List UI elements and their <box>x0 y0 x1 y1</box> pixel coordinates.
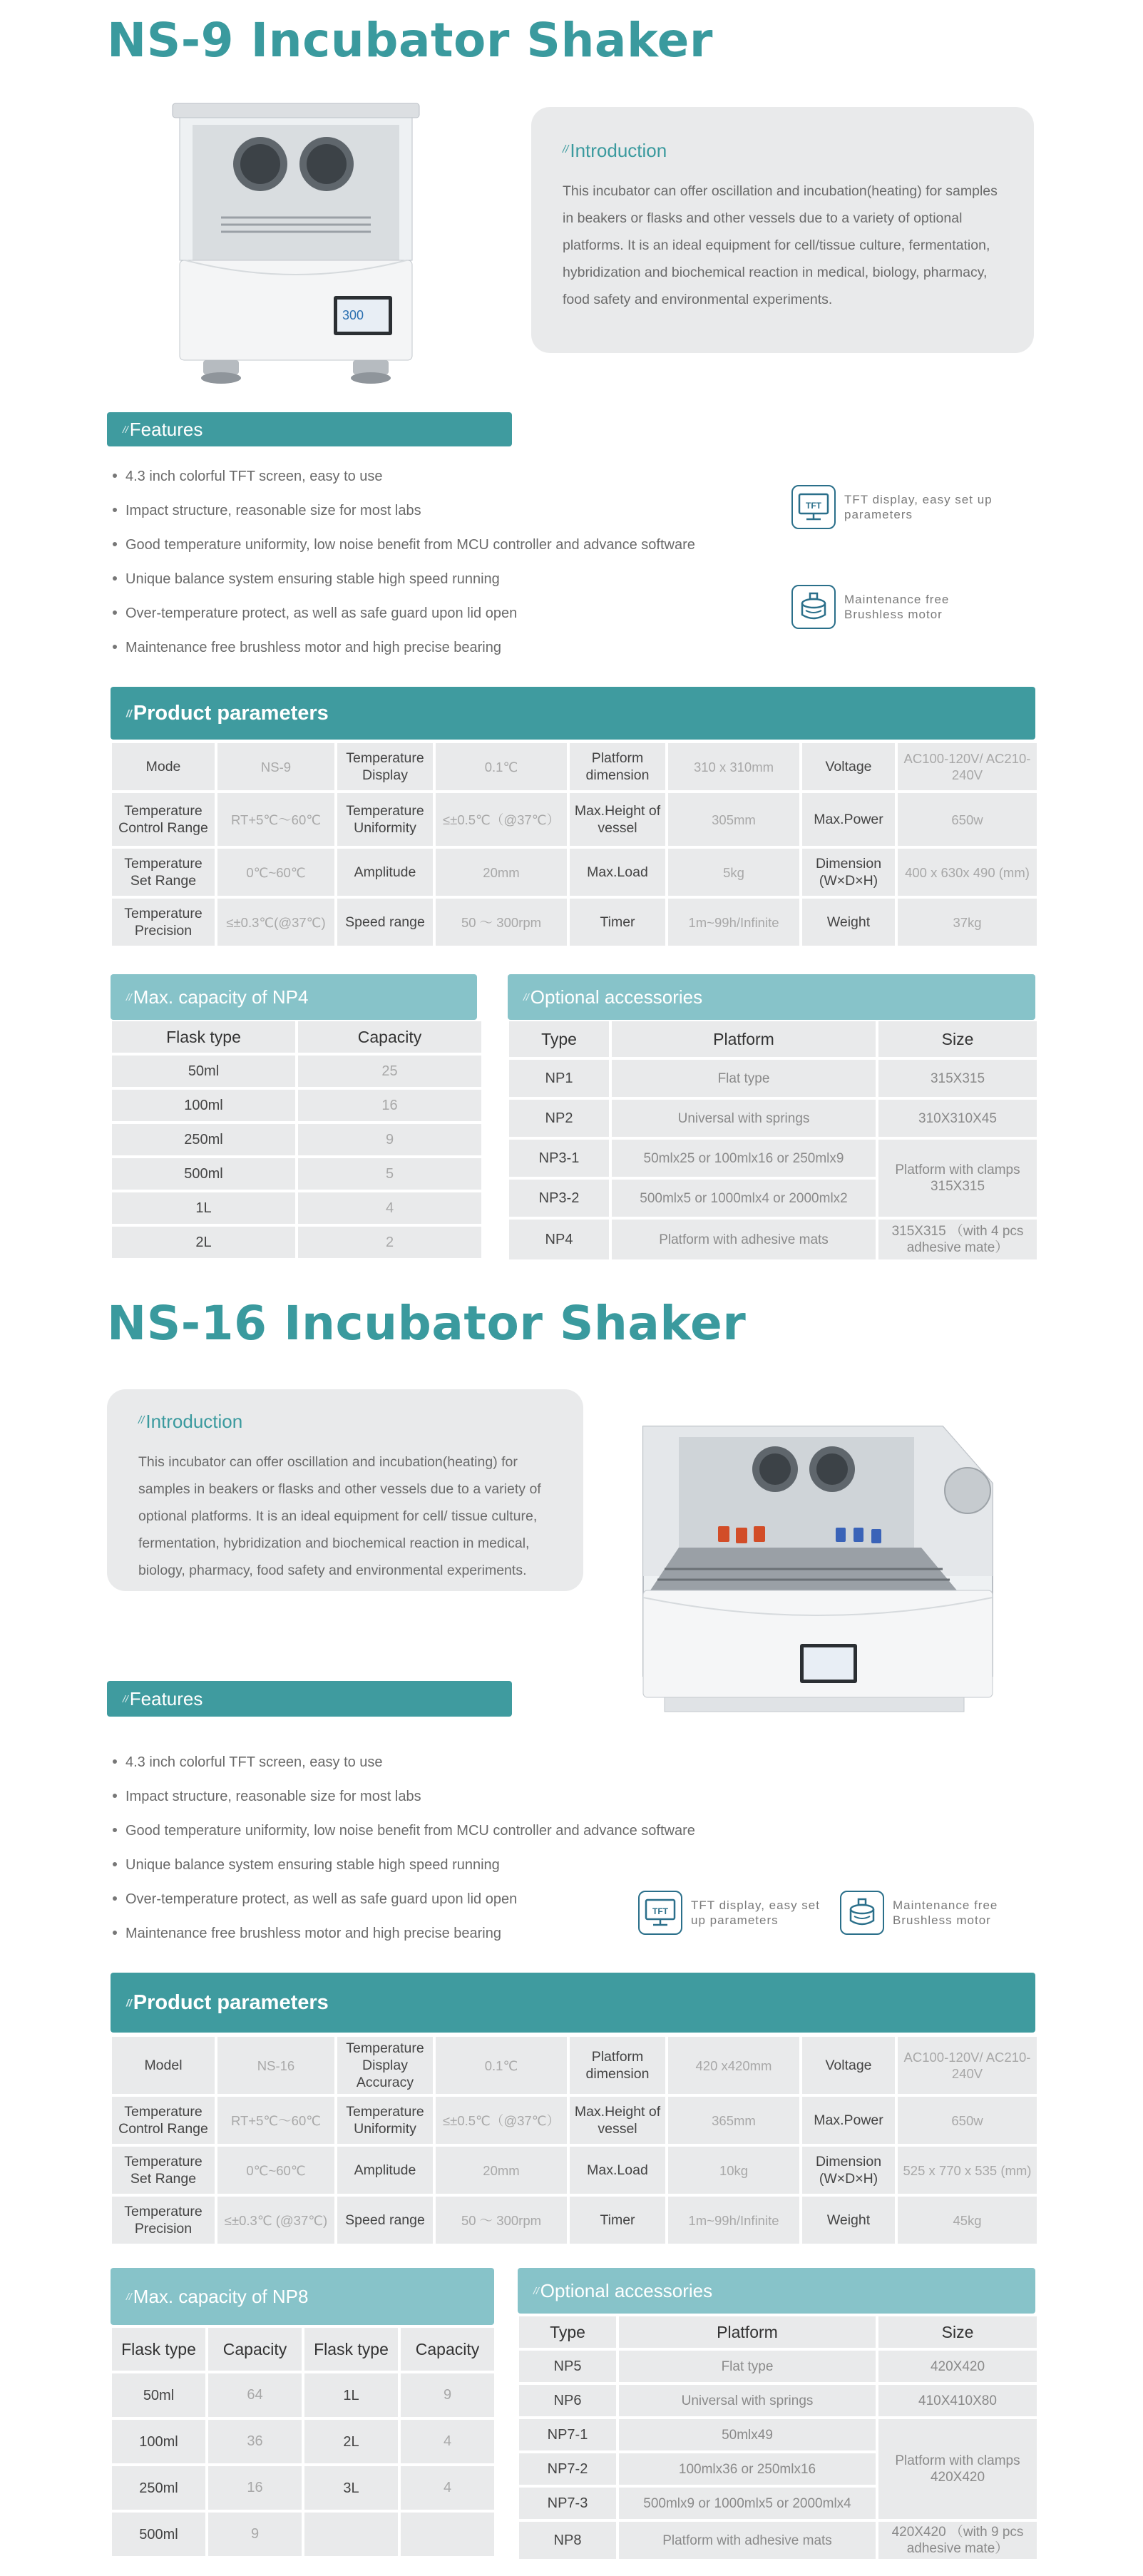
table-header-cell: Capacity <box>208 2328 302 2371</box>
table-cell: Max.Load <box>570 2147 665 2194</box>
table-cell: 315X315 <box>878 1060 1037 1097</box>
bullet-icon <box>113 645 117 649</box>
bullet-icon <box>113 576 117 581</box>
feature-item: Good temperature uniformity, low noise benefit from MCU controller and advance software <box>107 528 784 562</box>
table-cell: 0℃~60℃ <box>217 849 334 896</box>
table-cell: 100ml <box>112 2420 205 2463</box>
feature-item: 4.3 inch colorful TFT screen, easy to use <box>107 1745 784 1779</box>
motor-icon <box>791 585 836 629</box>
table-cell: Dimension (W×D×H) <box>802 849 895 896</box>
table-row <box>112 2037 1037 2094</box>
feature-item: Impact structure, reasonable size for most labs <box>107 1779 784 1814</box>
quote-mark-icon: // <box>126 2291 132 2302</box>
table-row <box>509 1060 1037 1097</box>
table-cell: Weight <box>802 899 895 946</box>
table-cell: 50ml <box>112 1056 295 1087</box>
table-header-cell: Platform <box>619 2316 876 2348</box>
ns9-capacity-table <box>109 1018 484 1261</box>
table-row <box>509 1220 1037 1259</box>
ns9-params-bar: // Product parameters <box>111 687 1035 740</box>
table-row <box>112 2197 1037 2244</box>
table-cell: Amplitude <box>337 2147 433 2194</box>
table-cell: ≤±0.5℃（@37℃） <box>436 793 567 846</box>
table-cell: 50ml <box>112 2373 205 2417</box>
table-cell: Max.Load <box>570 849 665 896</box>
table-row <box>112 1056 481 1087</box>
table-cell: NP1 <box>509 1060 609 1097</box>
table-cell: Speed range <box>337 899 433 946</box>
table-cell: 400 x 630x 490 (mm) <box>898 849 1037 896</box>
table-cell: AC100-120V/ AC210-240V <box>898 743 1037 790</box>
table-cell: 4 <box>401 2420 494 2463</box>
table-cell: 0.1℃ <box>436 2037 567 2094</box>
table-cell: 500mlx5 or 1000mlx4 or 2000mlx2 <box>612 1180 876 1217</box>
table-cell: 0℃~60℃ <box>217 2147 334 2194</box>
table-cell: Temperature Control Range <box>112 2097 215 2144</box>
table-cell: 250ml <box>112 2466 205 2510</box>
table-cell: 305mm <box>668 793 799 846</box>
feature-item: Maintenance free brushless motor and high precise bearing <box>107 1916 784 1951</box>
table-cell: 2L <box>304 2420 398 2463</box>
table-cell: Voltage <box>802 743 895 790</box>
ns9-intro-heading: //Introduction <box>563 140 667 161</box>
table-row <box>112 1090 481 1121</box>
table-header-cell: Size <box>878 2316 1037 2348</box>
table-cell: Max.Power <box>802 2097 895 2144</box>
feature-item: 4.3 inch colorful TFT screen, easy to use <box>107 459 784 494</box>
ns16-tft-tag <box>638 1891 820 1935</box>
table-cell: Model <box>112 2037 215 2094</box>
table-cell: 5 <box>298 1158 481 1190</box>
table-cell: Temperature Set Range <box>112 849 215 896</box>
ns9-features-list <box>107 459 784 665</box>
table-cell: 2L <box>112 1227 295 1258</box>
feature-item: Unique balance system ensuring stable high speed running <box>107 1848 784 1882</box>
table-row <box>112 2513 494 2556</box>
ns16-motor-line2: Brushless motor <box>893 1913 991 1927</box>
table-cell: Temperature Control Range <box>112 793 215 846</box>
table-cell: 50 ～ 300rpm <box>436 2197 567 2244</box>
table-cell: 50mlx25 or 100mlx16 or 250mlx9 <box>612 1140 876 1177</box>
table-cell: Temperature Precision <box>112 899 215 946</box>
bullet-icon <box>113 1759 117 1764</box>
table-header-cell: Type <box>519 2316 616 2348</box>
ns16-product-image <box>622 1398 1007 1737</box>
table-header-cell: Capacity <box>298 1021 481 1053</box>
ns16-tft-line2: up parameters <box>691 1913 779 1927</box>
table-cell: 10kg <box>668 2147 799 2194</box>
table-cell: NP7-3 <box>519 2488 616 2519</box>
bullet-icon <box>113 542 117 546</box>
feature-item: Good temperature uniformity, low noise benefit from MCU controller and advance software <box>107 1814 784 1848</box>
table-header-cell: Flask type <box>112 2328 205 2371</box>
table-cell: 525 x 770 x 535 (mm) <box>898 2147 1037 2194</box>
table-cell: NP7-2 <box>519 2453 616 2485</box>
table-row <box>112 2097 1037 2144</box>
table-cell: Platform dimension <box>570 743 665 790</box>
table-row <box>519 2316 1037 2348</box>
table-cell: NP3-2 <box>509 1180 609 1217</box>
table-cell: NP8 <box>519 2522 616 2559</box>
ns9-tft-tag <box>791 485 993 529</box>
table-cell: 500ml <box>112 1158 295 1190</box>
quote-mark-icon: // <box>126 991 132 1003</box>
table-cell: 650w <box>898 2097 1037 2144</box>
ns9-intro-text: This incubator can offer oscillation and incubation(heating) for samples in beakers or flasks and other vessels due to a variety of optional platforms. It is an ideal equipment for cell/tissue culture, fermentation, hybridization and biochemical reaction in medical, biology, pharmacy, food safety and environmental experiments. <box>563 183 998 307</box>
table-row <box>112 2373 494 2417</box>
bullet-icon <box>113 1896 117 1901</box>
table-row <box>509 1140 1037 1177</box>
table-row <box>112 849 1037 896</box>
table-cell: NP3-1 <box>509 1140 609 1177</box>
table-row <box>112 2466 494 2510</box>
ns16-params-table <box>109 2034 1040 2247</box>
table-cell: 500mlx9 or 1000mlx5 or 2000mlx4 <box>619 2488 876 2519</box>
table-cell: RT+5℃～60℃ <box>217 2097 334 2144</box>
table-row <box>112 2420 494 2463</box>
table-cell: Platform with adhesive mats <box>612 1220 876 1259</box>
ns16-motor-tag <box>840 1891 998 1935</box>
table-cell: 50 ～ 300rpm <box>436 899 567 946</box>
quote-mark-icon: // <box>138 1414 145 1426</box>
table-cell: 500ml <box>112 2513 205 2556</box>
table-cell: 1L <box>304 2373 398 2417</box>
table-row <box>509 1100 1037 1137</box>
table-cell: Speed range <box>337 2197 433 2244</box>
table-cell: Platform with adhesive mats <box>619 2522 876 2559</box>
ns9-tft-line2: parameters <box>844 508 913 521</box>
ns16-params-bar: // Product parameters <box>111 1973 1035 2033</box>
quote-mark-icon: // <box>126 1997 132 2008</box>
ns9-accessories-table <box>506 1018 1040 1262</box>
table-header-cell: Flask type <box>304 2328 398 2371</box>
ns16-accessories-table <box>516 2314 1040 2562</box>
feature-item: Maintenance free brushless motor and high precise bearing <box>107 630 784 665</box>
quote-mark-icon: // <box>123 1693 128 1704</box>
table-row <box>112 899 1037 946</box>
ns9-motor-tag <box>791 585 949 629</box>
table-cell: Temperature Display <box>337 743 433 790</box>
table-cell: Temperature Set Range <box>112 2147 215 2194</box>
feature-item: Impact structure, reasonable size for most labs <box>107 494 784 528</box>
ns16-intro-heading: //Introduction <box>138 1411 243 1432</box>
table-row <box>112 2328 494 2371</box>
table-row <box>509 1021 1037 1057</box>
table-cell: 100mlx36 or 250mlx16 <box>619 2453 876 2485</box>
ns9-params-table <box>109 740 1040 949</box>
table-header-cell: Capacity <box>401 2328 494 2371</box>
bullet-icon <box>113 508 117 512</box>
ns9-motor-line1: Maintenance free <box>844 593 950 606</box>
table-cell: ≤±0.3℃ (@37℃) <box>217 2197 334 2244</box>
table-cell: 4 <box>298 1192 481 1224</box>
ns16-title: NS-16 Incubator Shaker <box>107 1296 747 1351</box>
ns16-intro-text: This incubator can offer oscillation and incubation(heating) for samples in beakers or flasks and other vessels due to a variety of optional platforms. It is an ideal equipment for cell/ tissue culture, fermentation, hybridization and biochemical reaction in medical, biology, pharmacy, food safety and environmental experiments. <box>138 1454 541 1578</box>
table-cell: NP4 <box>509 1220 609 1259</box>
table-row <box>519 2351 1037 2382</box>
table-cell: 420X420 （with 9 pcs adhesive mate） <box>878 2522 1037 2559</box>
quote-mark-icon: // <box>533 2285 539 2296</box>
quote-mark-icon: // <box>123 424 128 435</box>
table-cell: NP2 <box>509 1100 609 1137</box>
ns9-motor-line2: Brushless motor <box>844 608 943 621</box>
table-cell: 0.1℃ <box>436 743 567 790</box>
table-cell: 4 <box>401 2466 494 2510</box>
ns16-accessories-bar: // Optional accessories <box>518 2268 1035 2314</box>
table-cell <box>304 2513 398 2556</box>
table-cell: 45kg <box>898 2197 1037 2244</box>
svg-text:300: 300 <box>342 308 364 322</box>
table-cell: 650w <box>898 793 1037 846</box>
table-cell: Timer <box>570 2197 665 2244</box>
table-cell: 410X410X80 <box>878 2385 1037 2416</box>
table-cell: 20mm <box>436 2147 567 2194</box>
ns9-intro-box <box>531 107 1034 353</box>
table-cell: 9 <box>298 1124 481 1155</box>
table-cell: 16 <box>298 1090 481 1121</box>
table-cell: 36 <box>208 2420 302 2463</box>
table-cell: 250ml <box>112 1124 295 1155</box>
table-cell: Universal with springs <box>619 2385 876 2416</box>
ns9-title: NS-9 Incubator Shaker <box>107 13 713 68</box>
ns16-capacity-bar: // Max. capacity of NP8 <box>111 2268 494 2325</box>
table-cell: Platform with clamps 420X420 <box>878 2419 1037 2519</box>
bullet-icon <box>113 1862 117 1866</box>
table-cell: Voltage <box>802 2037 895 2094</box>
table-cell: Max.Height of vessel <box>570 793 665 846</box>
table-cell <box>401 2513 494 2556</box>
table-row <box>519 2522 1037 2559</box>
table-cell: 9 <box>401 2373 494 2417</box>
table-cell: ≤±0.3℃(@37℃) <box>217 899 334 946</box>
table-cell: Universal with springs <box>612 1100 876 1137</box>
ns9-product-image <box>164 96 428 396</box>
table-cell: 420 x420mm <box>668 2037 799 2094</box>
motor-icon <box>840 1891 884 1935</box>
table-cell: AC100-120V/ AC210-240V <box>898 2037 1037 2094</box>
table-cell: NP5 <box>519 2351 616 2382</box>
table-header-cell: Size <box>878 1021 1037 1057</box>
ns9-accessories-bar: // Optional accessories <box>508 974 1035 1020</box>
table-cell: 50mlx49 <box>619 2419 876 2450</box>
quote-mark-icon: // <box>523 991 529 1003</box>
table-cell: Flat type <box>612 1060 876 1097</box>
table-cell: 365mm <box>668 2097 799 2144</box>
table-cell: 1m~99h/Infinite <box>668 899 799 946</box>
ns9-features-bar: // Features <box>107 412 512 446</box>
table-cell: NP6 <box>519 2385 616 2416</box>
table-cell: Temperature Uniformity <box>337 793 433 846</box>
table-row <box>112 793 1037 846</box>
table-header-cell: Flask type <box>112 1021 295 1053</box>
monitor-icon <box>791 485 836 529</box>
bullet-icon <box>113 474 117 478</box>
table-cell: Temperature Precision <box>112 2197 215 2244</box>
table-cell: RT+5℃～60℃ <box>217 793 334 846</box>
monitor-icon <box>638 1891 682 1935</box>
quote-mark-icon: // <box>126 707 132 719</box>
bullet-icon <box>113 1828 117 1832</box>
table-cell: 100ml <box>112 1090 295 1121</box>
table-cell: 25 <box>298 1056 481 1087</box>
table-row <box>519 2419 1037 2450</box>
table-cell: Mode <box>112 743 215 790</box>
table-header-cell: Platform <box>612 1021 876 1057</box>
ns16-features-bar: // Features <box>107 1681 512 1717</box>
table-cell: 9 <box>208 2513 302 2556</box>
bullet-icon <box>113 1931 117 1935</box>
table-cell: ≤±0.5℃（@37℃） <box>436 2097 567 2144</box>
table-cell: NS-16 <box>217 2037 334 2094</box>
table-row <box>112 1021 481 1053</box>
table-cell: 1m~99h/Infinite <box>668 2197 799 2244</box>
table-cell: 310 x 310mm <box>668 743 799 790</box>
table-cell: Platform dimension <box>570 2037 665 2094</box>
table-cell: Max.Height of vessel <box>570 2097 665 2144</box>
table-cell: 315X315 （with 4 pcs adhesive mate） <box>878 1220 1037 1259</box>
feature-item: Over-temperature protect, as well as safe guard upon lid open <box>107 596 784 630</box>
table-row <box>112 1192 481 1224</box>
table-row <box>112 1227 481 1258</box>
table-cell: 5kg <box>668 849 799 896</box>
table-cell: 20mm <box>436 849 567 896</box>
table-cell: 3L <box>304 2466 398 2510</box>
ns16-capacity-table <box>109 2325 497 2559</box>
table-cell: Platform with clamps 315X315 <box>878 1140 1037 1217</box>
bullet-icon <box>113 610 117 615</box>
table-cell: 64 <box>208 2373 302 2417</box>
quote-mark-icon: // <box>563 143 569 155</box>
table-row <box>519 2385 1037 2416</box>
table-cell: 2 <box>298 1227 481 1258</box>
ns16-motor-line1: Maintenance free <box>893 1898 998 1912</box>
bullet-icon <box>113 1794 117 1798</box>
ns16-intro-box <box>107 1389 583 1591</box>
table-header-cell: Type <box>509 1021 609 1057</box>
table-cell: Max.Power <box>802 793 895 846</box>
table-row <box>112 2147 1037 2194</box>
ns9-capacity-bar: // Max. capacity of NP4 <box>111 974 477 1020</box>
table-cell: 16 <box>208 2466 302 2510</box>
table-row <box>112 743 1037 790</box>
ns9-tft-line1: TFT display, easy set up <box>844 493 993 506</box>
table-cell: 420X420 <box>878 2351 1037 2382</box>
table-cell: Flat type <box>619 2351 876 2382</box>
table-row <box>112 1158 481 1190</box>
svg-text:TFT: TFT <box>806 501 821 511</box>
ns16-tft-line1: TFT display, easy set <box>691 1898 820 1912</box>
feature-item: Unique balance system ensuring stable high speed running <box>107 562 784 596</box>
table-cell: Weight <box>802 2197 895 2244</box>
table-row <box>112 1124 481 1155</box>
feature-item: Over-temperature protect, as well as safe guard upon lid open <box>107 1882 784 1916</box>
table-cell: 37kg <box>898 899 1037 946</box>
table-cell: Temperature Display Accuracy <box>337 2037 433 2094</box>
table-cell: Amplitude <box>337 849 433 896</box>
svg-text:TFT: TFT <box>652 1906 668 1916</box>
table-cell: 310X310X45 <box>878 1100 1037 1137</box>
table-cell: NP7-1 <box>519 2419 616 2450</box>
table-cell: Temperature Uniformity <box>337 2097 433 2144</box>
table-cell: Timer <box>570 899 665 946</box>
table-cell: NS-9 <box>217 743 334 790</box>
table-cell: Dimension (W×D×H) <box>802 2147 895 2194</box>
table-cell: 1L <box>112 1192 295 1224</box>
